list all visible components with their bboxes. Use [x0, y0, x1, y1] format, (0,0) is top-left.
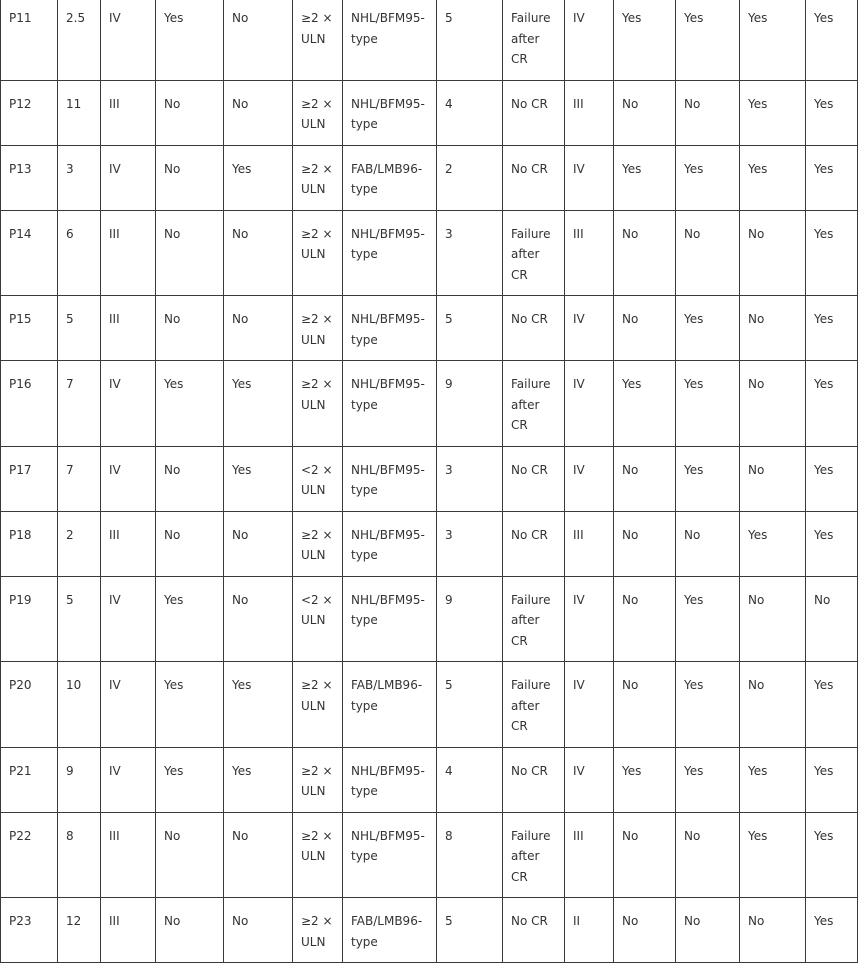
table-cell: ≥2 × ULN — [293, 0, 343, 80]
table-cell: Yes — [806, 898, 858, 963]
table-row — [1, 898, 858, 963]
table-cell: NHL/BFM95-type — [343, 296, 437, 361]
table-cell: Yes — [676, 0, 740, 80]
table-cell: Yes — [806, 296, 858, 361]
table-cell: No — [224, 812, 293, 898]
table-cell: Yes — [806, 0, 858, 80]
table-cell: FAB/LMB96-type — [343, 145, 437, 210]
table-cell: No — [740, 210, 806, 296]
table-cell: NHL/BFM95-type — [343, 446, 437, 511]
table-cell: III — [101, 80, 156, 145]
table-cell: P22 — [1, 812, 58, 898]
table-cell: ≥2 × ULN — [293, 898, 343, 963]
table-cell: No CR — [503, 296, 565, 361]
table-cell: No — [614, 576, 676, 662]
table-cell: IV — [565, 747, 614, 812]
table-cell: 5 — [58, 576, 101, 662]
table-cell: III — [101, 898, 156, 963]
table-cell: Yes — [806, 145, 858, 210]
table-cell: P20 — [1, 662, 58, 748]
table-cell: Yes — [676, 446, 740, 511]
table-cell: No — [614, 511, 676, 576]
table-cell: Failure after CR — [503, 210, 565, 296]
table-row — [1, 576, 858, 662]
table-cell: No — [740, 576, 806, 662]
table-cell: Yes — [740, 511, 806, 576]
table-cell: IV — [565, 0, 614, 80]
table-cell: No — [224, 296, 293, 361]
table-cell: 9 — [437, 361, 503, 447]
table-cell: No CR — [503, 145, 565, 210]
table-cell: P18 — [1, 511, 58, 576]
table-cell: P15 — [1, 296, 58, 361]
table-cell: Failure after CR — [503, 576, 565, 662]
table-cell: Yes — [676, 576, 740, 662]
table-row — [1, 0, 858, 80]
table-cell: No — [740, 296, 806, 361]
table-cell: No — [676, 511, 740, 576]
table-cell: 5 — [437, 898, 503, 963]
table-cell: No — [156, 210, 224, 296]
table-cell: NHL/BFM95-type — [343, 511, 437, 576]
table-row — [1, 511, 858, 576]
table-cell: ≥2 × ULN — [293, 210, 343, 296]
table-cell: 7 — [58, 361, 101, 447]
table-cell: Failure after CR — [503, 812, 565, 898]
table-row — [1, 145, 858, 210]
table-cell: ≥2 × ULN — [293, 145, 343, 210]
table-cell: No — [614, 446, 676, 511]
table-cell: IV — [565, 145, 614, 210]
table-cell: 9 — [437, 576, 503, 662]
table-cell: P17 — [1, 446, 58, 511]
table-cell: Yes — [676, 662, 740, 748]
table-cell: No — [614, 296, 676, 361]
table-cell: 2 — [58, 511, 101, 576]
table-cell: No — [740, 898, 806, 963]
table-cell: Yes — [740, 80, 806, 145]
table-cell: Yes — [806, 812, 858, 898]
table-cell: P16 — [1, 361, 58, 447]
table-cell: Yes — [614, 0, 676, 80]
table-cell: 2 — [437, 145, 503, 210]
table-cell: Yes — [614, 361, 676, 447]
table-cell: IV — [101, 145, 156, 210]
table-cell: Yes — [156, 662, 224, 748]
table-cell: III — [565, 812, 614, 898]
table-cell: No — [224, 576, 293, 662]
table-cell: ≥2 × ULN — [293, 662, 343, 748]
table-cell: 3 — [437, 210, 503, 296]
table-cell: No — [156, 812, 224, 898]
table-cell: III — [101, 296, 156, 361]
table-cell: Yes — [806, 446, 858, 511]
table-cell: 4 — [437, 747, 503, 812]
table-cell: Yes — [676, 747, 740, 812]
table-cell: 12 — [58, 898, 101, 963]
table-cell: ≥2 × ULN — [293, 511, 343, 576]
table-cell: Yes — [676, 296, 740, 361]
table-cell: No — [224, 80, 293, 145]
table-cell: IV — [565, 576, 614, 662]
table-row — [1, 662, 858, 748]
table-cell: NHL/BFM95-type — [343, 361, 437, 447]
table-cell: IV — [565, 662, 614, 748]
table-cell: Yes — [224, 662, 293, 748]
table-cell: No — [740, 446, 806, 511]
table-cell: IV — [101, 662, 156, 748]
table-cell: <2 × ULN — [293, 446, 343, 511]
table-cell: No CR — [503, 80, 565, 145]
table-cell: Yes — [806, 511, 858, 576]
table-cell: Yes — [156, 361, 224, 447]
table-cell: IV — [101, 576, 156, 662]
table-cell: IV — [565, 446, 614, 511]
table-cell: No — [676, 80, 740, 145]
table-cell: Failure after CR — [503, 0, 565, 80]
table-cell: Yes — [740, 145, 806, 210]
table-cell: IV — [101, 747, 156, 812]
table-cell: Yes — [806, 747, 858, 812]
table-cell: IV — [101, 446, 156, 511]
table-cell: No — [614, 80, 676, 145]
table-row — [1, 747, 858, 812]
table-cell: No — [740, 361, 806, 447]
table-cell: III — [101, 210, 156, 296]
table-cell: No — [156, 446, 224, 511]
table-cell: 8 — [437, 812, 503, 898]
table-cell: No — [676, 898, 740, 963]
table-cell: No — [614, 662, 676, 748]
table-row — [1, 446, 858, 511]
table-row — [1, 80, 858, 145]
table-cell: ≥2 × ULN — [293, 296, 343, 361]
table-cell: 5 — [437, 0, 503, 80]
table-cell: No CR — [503, 747, 565, 812]
table-cell: P12 — [1, 80, 58, 145]
table-cell: Yes — [806, 210, 858, 296]
table-cell: ≥2 × ULN — [293, 747, 343, 812]
table-cell: No — [614, 812, 676, 898]
table-cell: ≥2 × ULN — [293, 80, 343, 145]
table-cell: No CR — [503, 898, 565, 963]
table-cell: FAB/LMB96-type — [343, 898, 437, 963]
table-cell: 5 — [437, 662, 503, 748]
table-cell: IV — [565, 296, 614, 361]
table-cell: P23 — [1, 898, 58, 963]
table-cell: 9 — [58, 747, 101, 812]
table-cell: 7 — [58, 446, 101, 511]
table-cell: P11 — [1, 0, 58, 80]
table-cell: III — [101, 511, 156, 576]
table-cell: 5 — [58, 296, 101, 361]
table-row — [1, 361, 858, 447]
table-cell: III — [565, 511, 614, 576]
table-cell: NHL/BFM95-type — [343, 0, 437, 80]
table-cell: Yes — [614, 145, 676, 210]
table-cell: III — [101, 812, 156, 898]
table-cell: No — [806, 576, 858, 662]
table-cell: No — [224, 0, 293, 80]
table-cell: 5 — [437, 296, 503, 361]
table-cell: No — [224, 898, 293, 963]
table-row — [1, 812, 858, 898]
table-cell: P21 — [1, 747, 58, 812]
table-cell: Yes — [740, 812, 806, 898]
table-cell: Yes — [740, 0, 806, 80]
table-cell: P14 — [1, 210, 58, 296]
table-cell: Yes — [224, 446, 293, 511]
table-cell: ≥2 × ULN — [293, 361, 343, 447]
table-cell: Yes — [806, 361, 858, 447]
table-cell: Yes — [156, 0, 224, 80]
table-cell: NHL/BFM95-type — [343, 210, 437, 296]
table-cell: Yes — [614, 747, 676, 812]
table-row — [1, 210, 858, 296]
table-cell: No — [156, 80, 224, 145]
table-cell: IV — [565, 361, 614, 447]
table-cell: No — [224, 210, 293, 296]
table-cell: 10 — [58, 662, 101, 748]
table-cell: Failure after CR — [503, 662, 565, 748]
table-cell: 11 — [58, 80, 101, 145]
table-cell: 4 — [437, 80, 503, 145]
table-cell: Yes — [676, 145, 740, 210]
table-cell: 3 — [58, 145, 101, 210]
table-cell: 3 — [437, 446, 503, 511]
table-cell: No — [614, 210, 676, 296]
table-cell: Yes — [806, 80, 858, 145]
table-cell: ≥2 × ULN — [293, 812, 343, 898]
table-cell: <2 × ULN — [293, 576, 343, 662]
table-cell: NHL/BFM95-type — [343, 812, 437, 898]
table-cell: Yes — [224, 145, 293, 210]
table-cell: No — [156, 511, 224, 576]
table-cell: 8 — [58, 812, 101, 898]
table-cell: No — [676, 812, 740, 898]
table-cell: No — [224, 511, 293, 576]
table-cell: Yes — [740, 747, 806, 812]
table-cell: II — [565, 898, 614, 963]
table-cell: NHL/BFM95-type — [343, 80, 437, 145]
table-cell: No — [740, 662, 806, 748]
table-cell: Yes — [806, 662, 858, 748]
table-cell: No — [156, 296, 224, 361]
table-cell: Failure after CR — [503, 361, 565, 447]
table-cell: IV — [101, 361, 156, 447]
table-cell: No — [676, 210, 740, 296]
table-cell: Yes — [156, 576, 224, 662]
table-cell: No — [614, 898, 676, 963]
table-cell: No — [156, 145, 224, 210]
table-cell: III — [565, 210, 614, 296]
table-body — [1, 0, 858, 963]
table-row — [1, 296, 858, 361]
table-cell: Yes — [156, 747, 224, 812]
table-cell: P19 — [1, 576, 58, 662]
table-cell: III — [565, 80, 614, 145]
table-cell: No CR — [503, 511, 565, 576]
table-cell: No CR — [503, 446, 565, 511]
table-cell: P13 — [1, 145, 58, 210]
table-cell: NHL/BFM95-type — [343, 576, 437, 662]
table-cell: IV — [101, 0, 156, 80]
table-cell: 2.5 — [58, 0, 101, 80]
table-cell: Yes — [676, 361, 740, 447]
table-cell: 3 — [437, 511, 503, 576]
table-cell: 6 — [58, 210, 101, 296]
table-cell: FAB/LMB96-type — [343, 662, 437, 748]
table-cell: NHL/BFM95-type — [343, 747, 437, 812]
table-cell: Yes — [224, 747, 293, 812]
table-cell: No — [156, 898, 224, 963]
table-cell: Yes — [224, 361, 293, 447]
